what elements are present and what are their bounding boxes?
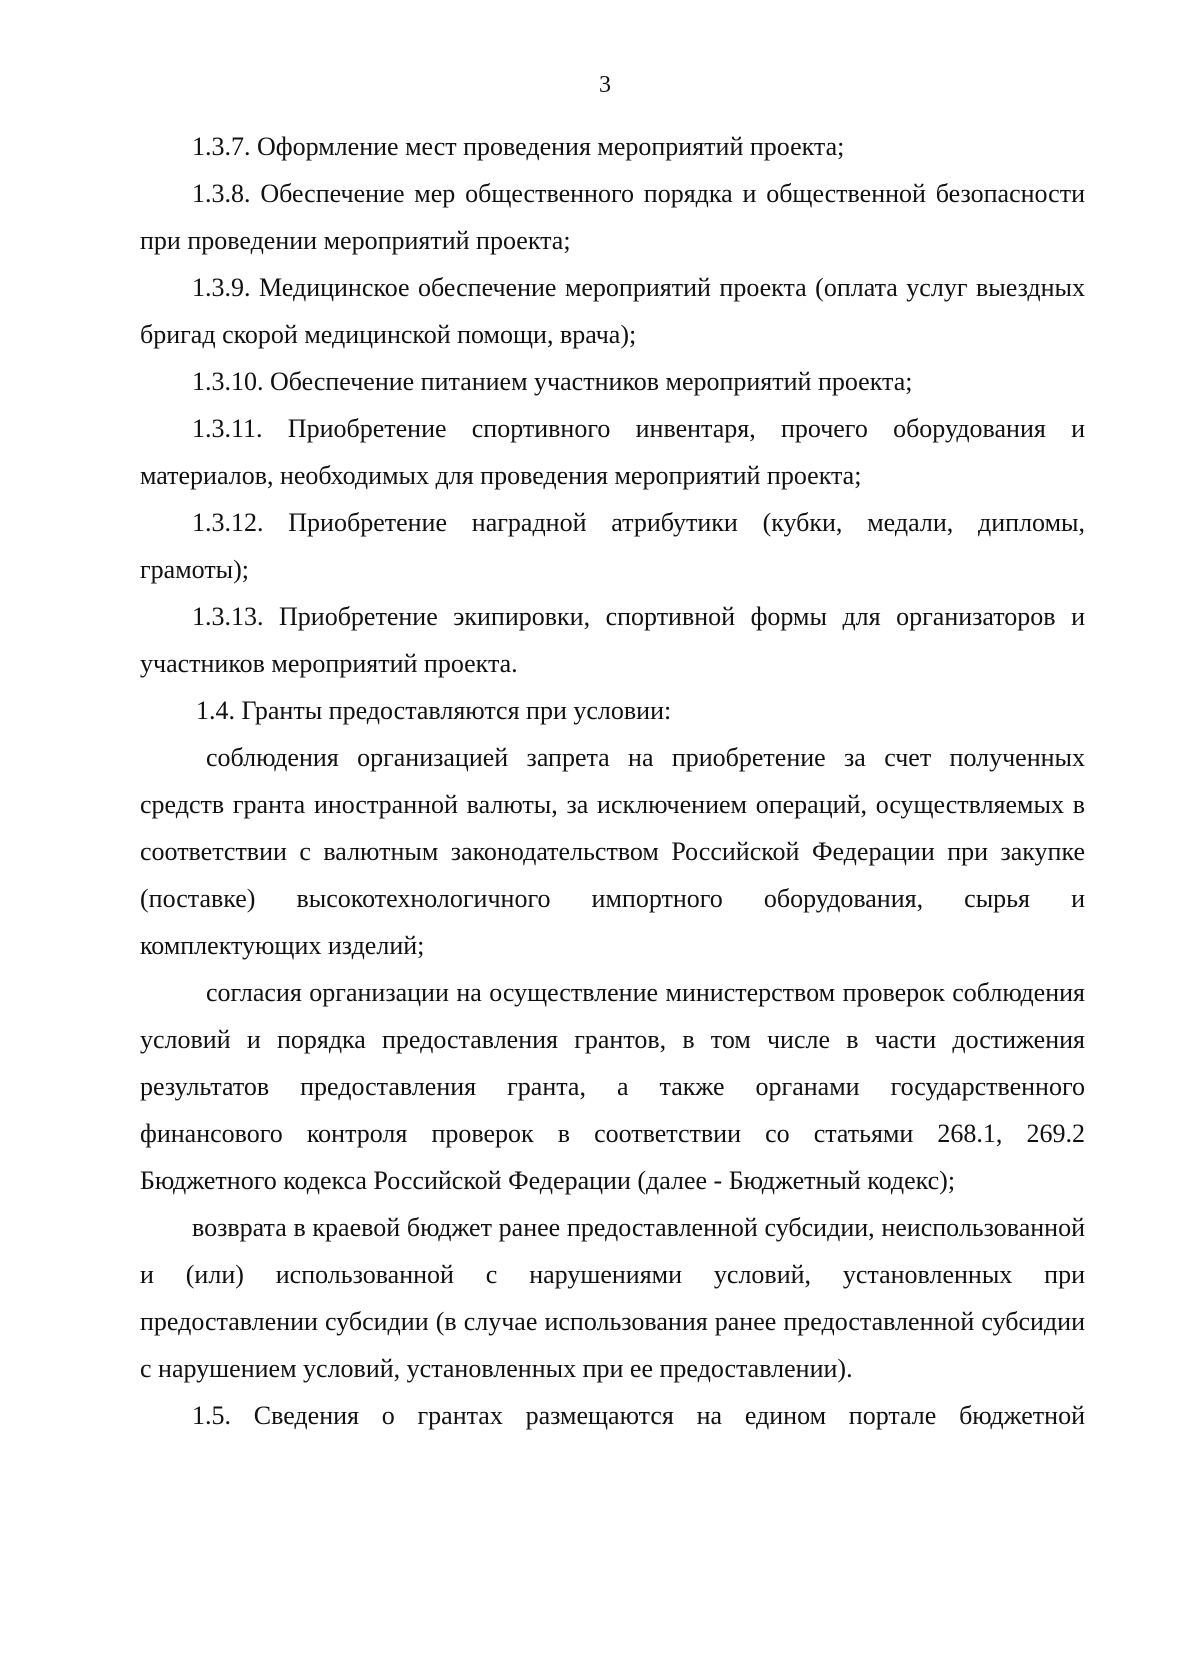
paragraph-condition-refund: возврата в краевой бюджет ранее предоставленной субсидии, неиспользованной и (или) использованной с нарушениями условий, установленных при предоставлении субсидии (в случае использования ранее предоставленной субсидии с нарушением условий, установленных при ее предоставлении). — [140, 1213, 1085, 1383]
paragraph-condition-currency: соблюдения организацией запрета на приобретение за счет полученных средств гранта иностранной валюты, за исключением операций, осуществляемых в соответствии с валютным законодательством Российской Федерации при закупке (поставке) высокотехнологичного импортного оборудования, сырья и комплектующих изделий; — [140, 743, 1085, 960]
paragraph-1-3-11: 1.3.11. Приобретение спортивного инвентаря, прочего оборудования и материалов, необходимых для проведения мероприятий проекта; — [140, 414, 1085, 490]
paragraph-1-3-12: 1.3.12. Приобретение наградной атрибутики (кубки, медали, дипломы, грамоты); — [140, 508, 1085, 584]
paragraph-1-3-10: 1.3.10. Обеспечение питанием участников мероприятий проекта; — [192, 367, 913, 396]
paragraph-1-4: 1.4. Гранты предоставляются при условии: — [196, 696, 672, 725]
page-number: 3 — [599, 72, 611, 98]
document-body — [140, 123, 1085, 1439]
paragraph-1-3-13: 1.3.13. Приобретение экипировки, спортивной формы для организаторов и участников мероприятий проекта. — [140, 602, 1085, 678]
paragraph-1-3-9: 1.3.9. Медицинское обеспечение мероприятий проекта (оплата услуг выездных бригад скорой медицинской помощи, врача); — [140, 273, 1085, 349]
paragraph-1-5: 1.5. Сведения о грантах размещаются на едином портале бюджетной — [192, 1401, 1085, 1430]
paragraph-1-3-7: 1.3.7. Оформление мест проведения мероприятий проекта; — [192, 132, 845, 161]
paragraph-condition-inspection: согласия организации на осуществление министерством проверок соблюдения условий и порядка предоставления грантов, в том числе в части достижения результатов предоставления гранта, а также органами государственного финансового контроля проверок в соответствии со статьями 268.1, 269.2 Бюджетного кодекса Российской Федерации (далее - Бюджетный кодекс); — [140, 978, 1085, 1195]
paragraph-1-3-8: 1.3.8. Обеспечение мер общественного порядка и общественной безопасности при проведении мероприятий проекта; — [140, 179, 1085, 255]
